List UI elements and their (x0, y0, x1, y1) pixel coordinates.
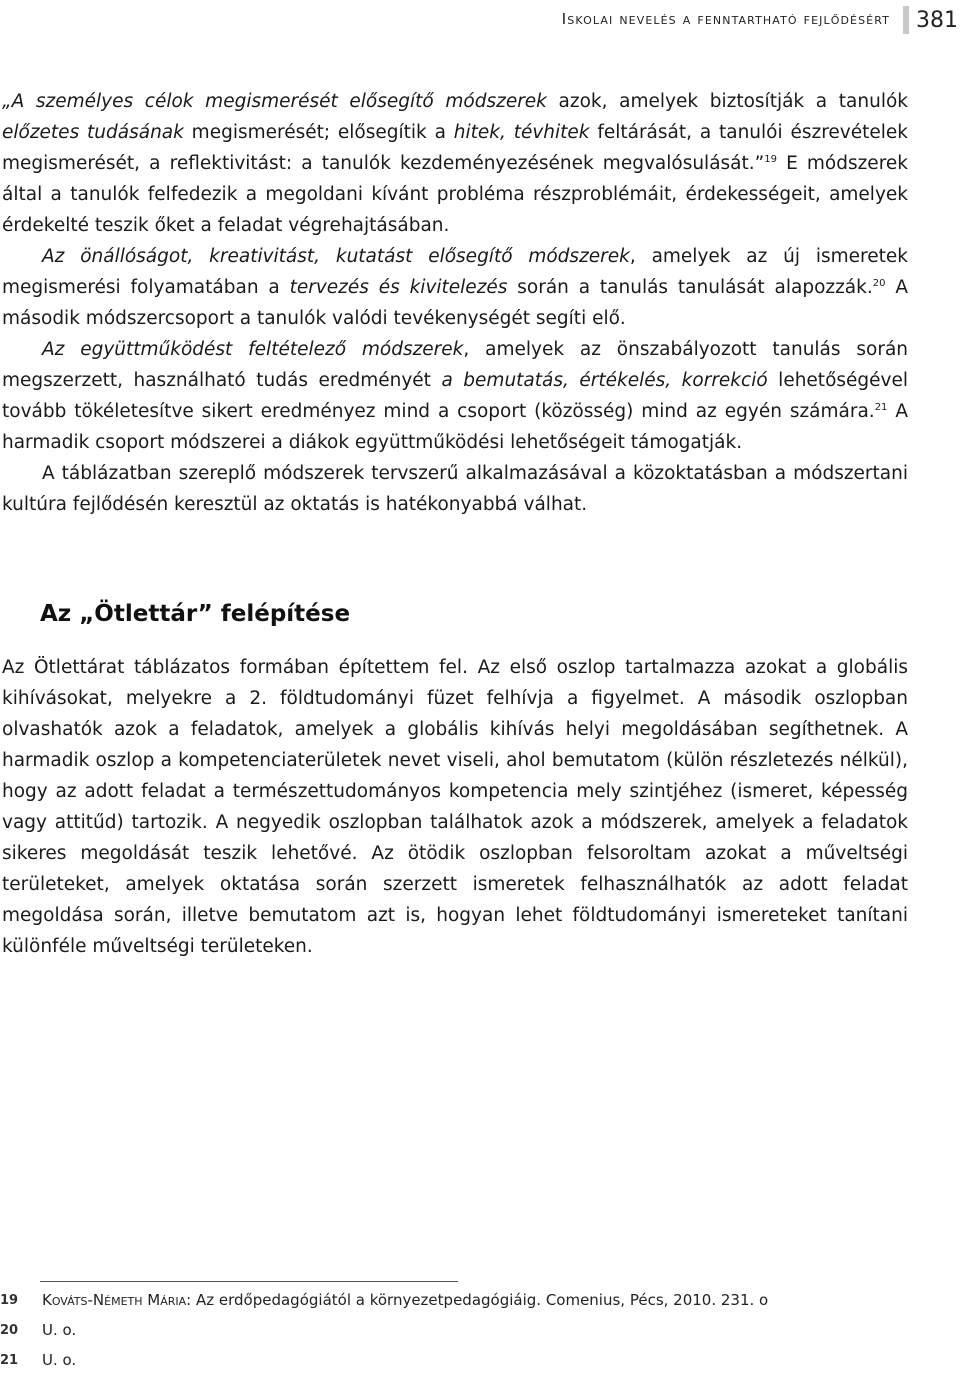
footnote-author: Kováts-Németh Mária: (42, 1291, 192, 1309)
paragraph-table-methods: A táblázatban szereplő módszerek tervszerű alkalmazásával a közoktatásban a módszertani kultúra fejlődésén keresztül az oktatás is hatékonyabbá válhat. (2, 463, 908, 515)
emphasis: hitek, tévhitek (453, 122, 590, 143)
main-body-text (2, 86, 908, 520)
text-run: lehetőségével tovább tökéletesítve sikert eredményez mind a csoport (közösség) mind az egyén számára. (2, 370, 908, 422)
text-run: E módszerek által a tanulók felfedezik a megoldani kívánt probléma részproblémáit, érdekességeit, amelyek érdekelté teszik őket a feladat végrehajtásában. (2, 153, 908, 236)
paragraph-methods-cooperation (2, 334, 908, 458)
footnote-text: U. o. (42, 1321, 77, 1339)
text-run: során a tanulás tanulását alapozzák. (507, 277, 873, 298)
section-paragraph: Az Ötlettárat táblázatos formában építettem fel. Az első oszlop tartalmazza azokat a globális kihívásokat, melyekre a 2. földtudományi füzet felhívja a figyelmet. A második oszlopban olvashatók azok a feladatok, amelyek a globális kihívás helyi megoldásában segíthetnek. A harmadik oszlop a kompetenciaterületek nevet viseli, ahol bemutatom (külön részletezés nélkül), hogy az adott feladat a természettudományos kompetencia mely szintjéhez (ismeret, képesség vagy attitűd) tartozik. A negyedik oszlopban találhatok azok a módszerek, amelyek a feladatok sikeres megoldását teszik lehetővé. Az ötödik oszlopban felsoroltam azokat a műveltségi területeket, amelyek oktatása során szerzett ismeretek felhasználhatók az adott feladat megoldása során, illetve bemutatom azt is, hogyan lehet földtudományi ismereteket tanítani különféle műveltségi területeken. (2, 657, 908, 957)
footnote-reference[interactable]: 20 (872, 277, 886, 289)
footnote-reference[interactable]: 19 (764, 153, 777, 165)
footnotes (0, 1291, 940, 1381)
footnote-20 (0, 1321, 940, 1351)
emphasis: Az együttműködést feltételező módszerek (42, 339, 464, 360)
text-run: feltárását, a tanulói észrevételek megismerését, a reflektivitást: a tanulók kezdeményezésének megvalósulását.” (2, 122, 908, 174)
section-title: Az „Ötlettár” felépítése (40, 601, 351, 627)
paragraph-methods-autonomy (2, 241, 908, 334)
text-run: A második módszercsoport a tanulók valódi tevékenységét segíti elő. (2, 277, 908, 329)
text-run: , amelyek az önszabályozott tanulás során megszerzett, használható tudás eredményét (2, 339, 909, 391)
footnote-citation: Az erdőpedagógiától a környezetpedagógiáig. Comenius, Pécs, 2010. 231. o (191, 1291, 769, 1309)
footnote-21 (0, 1351, 940, 1381)
footnote-number: 20 (0, 1323, 19, 1338)
header-divider-bar (903, 6, 909, 34)
footnote-divider (40, 1281, 458, 1282)
text-run: A harmadik csoport módszerei a diákok együttműködési lehetőségeit támogatják. (2, 401, 908, 453)
paragraph-methods-personal-goals (2, 86, 908, 241)
emphasis: előzetes tudásának (2, 122, 184, 143)
footnote-reference[interactable]: 21 (874, 401, 888, 413)
running-header (0, 6, 960, 34)
emphasis: Az önállóságot, kreativitást, kutatást elősegítő módszerek (42, 246, 630, 267)
footnote-text: U. o. (42, 1351, 77, 1369)
footnote-text (42, 1291, 768, 1309)
footnote-number: 21 (0, 1353, 19, 1368)
emphasis: a bemutatás, értékelés, korrekció (441, 370, 768, 391)
page-number: 381 (916, 8, 958, 33)
running-header-title: Iskolai nevelés a fenntartható fejlődésért (561, 10, 890, 28)
text-run: azok, amelyek biztosítják a tanulók (546, 91, 908, 112)
emphasis: tervezés és kivitelezés (289, 277, 508, 298)
emphasis: „A személyes célok megismerését elősegítő módszerek (2, 91, 547, 112)
footnote-19 (0, 1291, 940, 1321)
text-run: , amelyek az új ismeretek megismerési folyamatában a (2, 246, 908, 298)
footnote-number: 19 (0, 1293, 19, 1308)
text-run: megismerését; elősegítik a (183, 122, 454, 143)
